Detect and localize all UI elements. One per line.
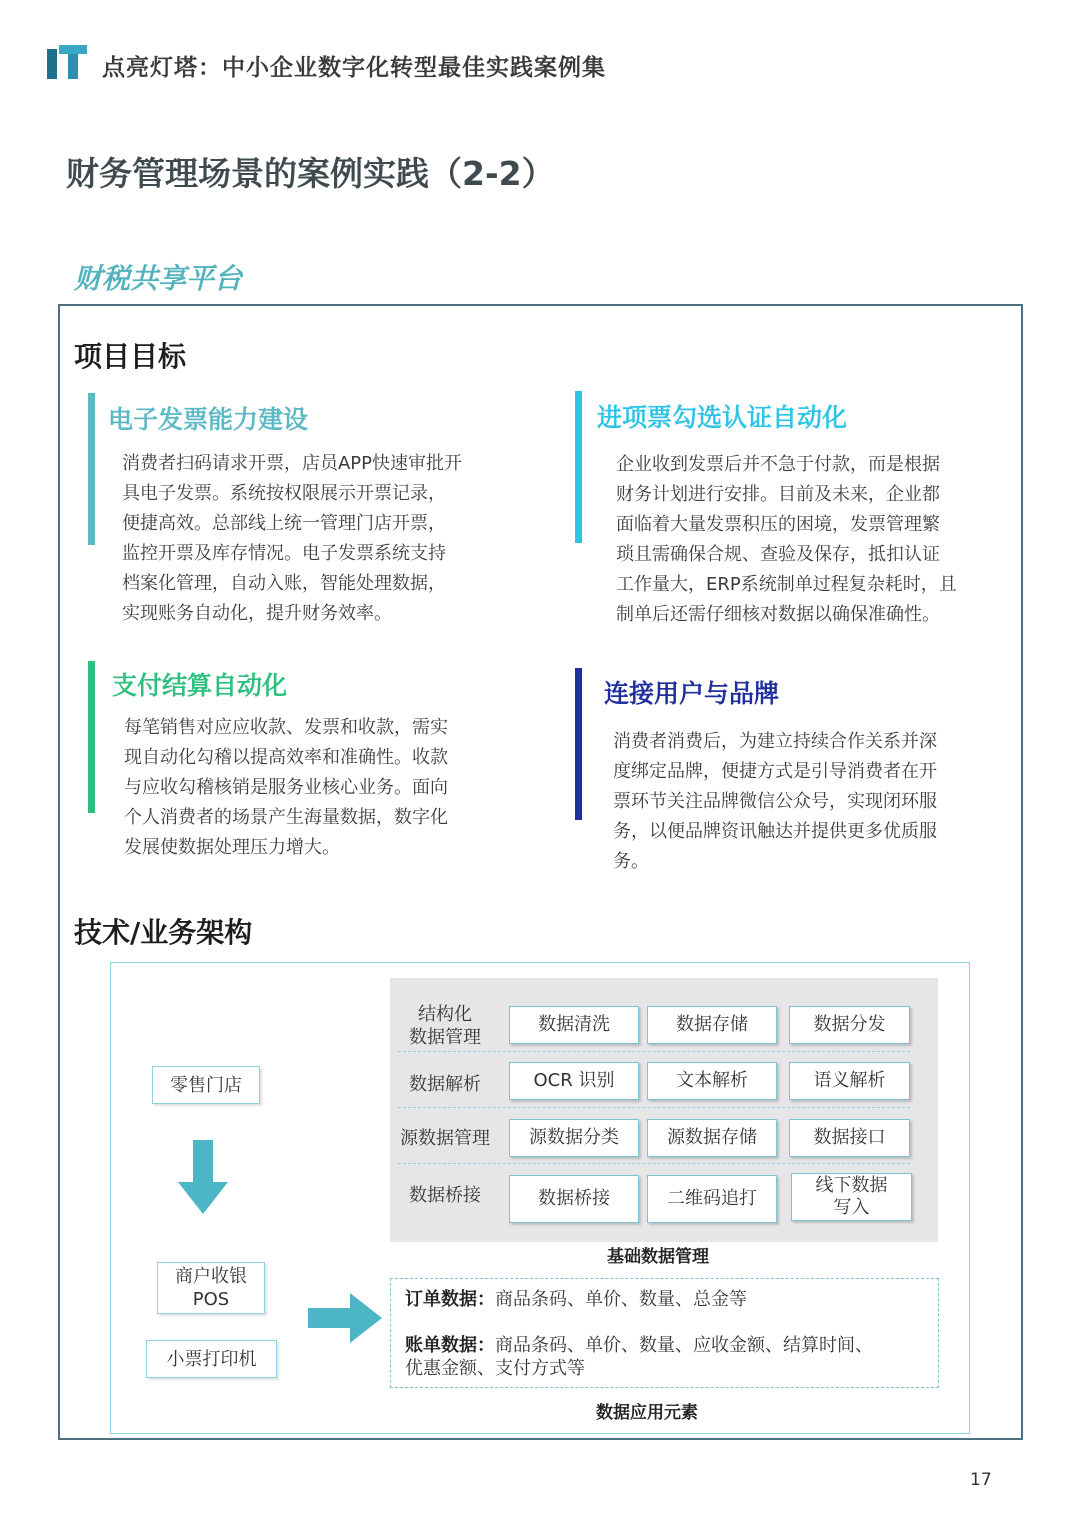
row-label-bridging: 数据桥接 [409,1185,481,1206]
bill-data-line-continued: 优惠金额、支付方式等 [405,1358,585,1379]
pos-box: 商户收银 POS [157,1262,265,1314]
row-label-parsing: 数据解析 [409,1074,481,1095]
goal-accent-bar [575,391,582,543]
section-subtitle: 财税共享平台 [74,262,243,295]
cell-ocr: OCR 识别 [509,1062,639,1100]
goal-payment-settlement [88,661,528,871]
goal-accent-bar [88,393,95,545]
goals-heading: 项目目标 [74,340,187,373]
logo-icon [47,45,87,81]
right-arrow-icon [308,1293,382,1343]
cell-text-parsing: 文本解析 [647,1062,777,1100]
retail-store-box: 零售门店 [152,1066,260,1104]
order-data-line: 订单数据：商品条码、单价、数量、总金等 [405,1289,747,1310]
row-label-structured: 结构化 数据管理 [409,1004,481,1048]
goal-input-invoice [575,391,1015,641]
goal-description: 每笔销售对应应收款、发票和收款，需实 现自动化勾稽以提高效率和准确性。收款 与应收勾稽核销是服务业核心业务。面向 个人消费者的场景产生海量数据，数字化 发展使数据处理压力增大。 [124,717,448,858]
header-title: 点亮灯塔：中小企业数字化转型最佳实践案例集 [102,55,606,81]
goal-title: 电子发票能力建设 [108,405,309,434]
cell-qr-tracking: 二维码追打 [647,1175,777,1223]
page-title: 财务管理场景的案例实践（2-2） [66,154,555,193]
row-divider [398,1107,910,1108]
base-data-caption: 基础数据管理 [607,1247,709,1267]
cell-source-storage: 源数据存储 [647,1119,777,1157]
cell-data-bridging: 数据桥接 [509,1175,639,1223]
receipt-printer-box: 小票打印机 [146,1340,277,1378]
goal-accent-bar [575,668,582,820]
row-divider [398,1163,910,1164]
cell-source-classification: 源数据分类 [509,1119,639,1157]
cell-data-distribution: 数据分发 [789,1006,910,1044]
goal-description: 消费者扫码请求开票，店员APP快速审批开 具电子发票。系统按权限展示开票记录， 便捷高效。总部线上统一管理门店开票， 监控开票及库存情况。电子发票系统支持 档案化管理，自动入账，智能处理数据， 实现账务自动化，提升财务效率。 [122,453,463,624]
goal-accent-bar [88,661,95,813]
goal-description: 消费者消费后，为建立持续合作关系并深 度绑定品牌，便捷方式是引导消费者在开 票环节关注品牌微信公众号，实现闭环服 务，以便品牌资讯触达并提供更多优质服 务。 [613,731,937,872]
goal-title: 进项票勾选认证自动化 [597,403,848,432]
goal-user-brand [575,668,1015,883]
architecture-heading: 技术/业务架构 [74,916,253,949]
cell-semantic-parsing: 语义解析 [789,1062,910,1100]
goal-title: 连接用户与品牌 [604,679,780,708]
page-number: 17 [970,1470,992,1490]
goal-title: 支付结算自动化 [112,671,288,700]
goal-description: 企业收到发票后并不急于付款，而是根据 财务计划进行安排。目前及未来，企业都 面临着大量发票积压的困境，发票管理繁 琐且需确保合规、查验及保存，抵扣认证 工作量大，ERP系统制单过程复杂耗时，且 制单后还需仔细核对数据以确保准确性。 [616,454,957,625]
down-arrow-icon [178,1140,228,1214]
cell-offline-data-write: 线下数据 写入 [791,1173,912,1221]
cell-data-interface: 数据接口 [789,1119,910,1157]
cell-data-storage: 数据存储 [647,1006,777,1044]
row-divider [398,1051,910,1052]
row-label-source: 源数据管理 [400,1128,490,1149]
data-elements-caption: 数据应用元素 [596,1403,698,1423]
bill-data-line: 账单数据：商品条码、单价、数量、应收金额、结算时间、 [405,1335,873,1356]
cell-data-cleaning: 数据清洗 [509,1006,639,1044]
goal-einvoice [88,393,528,643]
